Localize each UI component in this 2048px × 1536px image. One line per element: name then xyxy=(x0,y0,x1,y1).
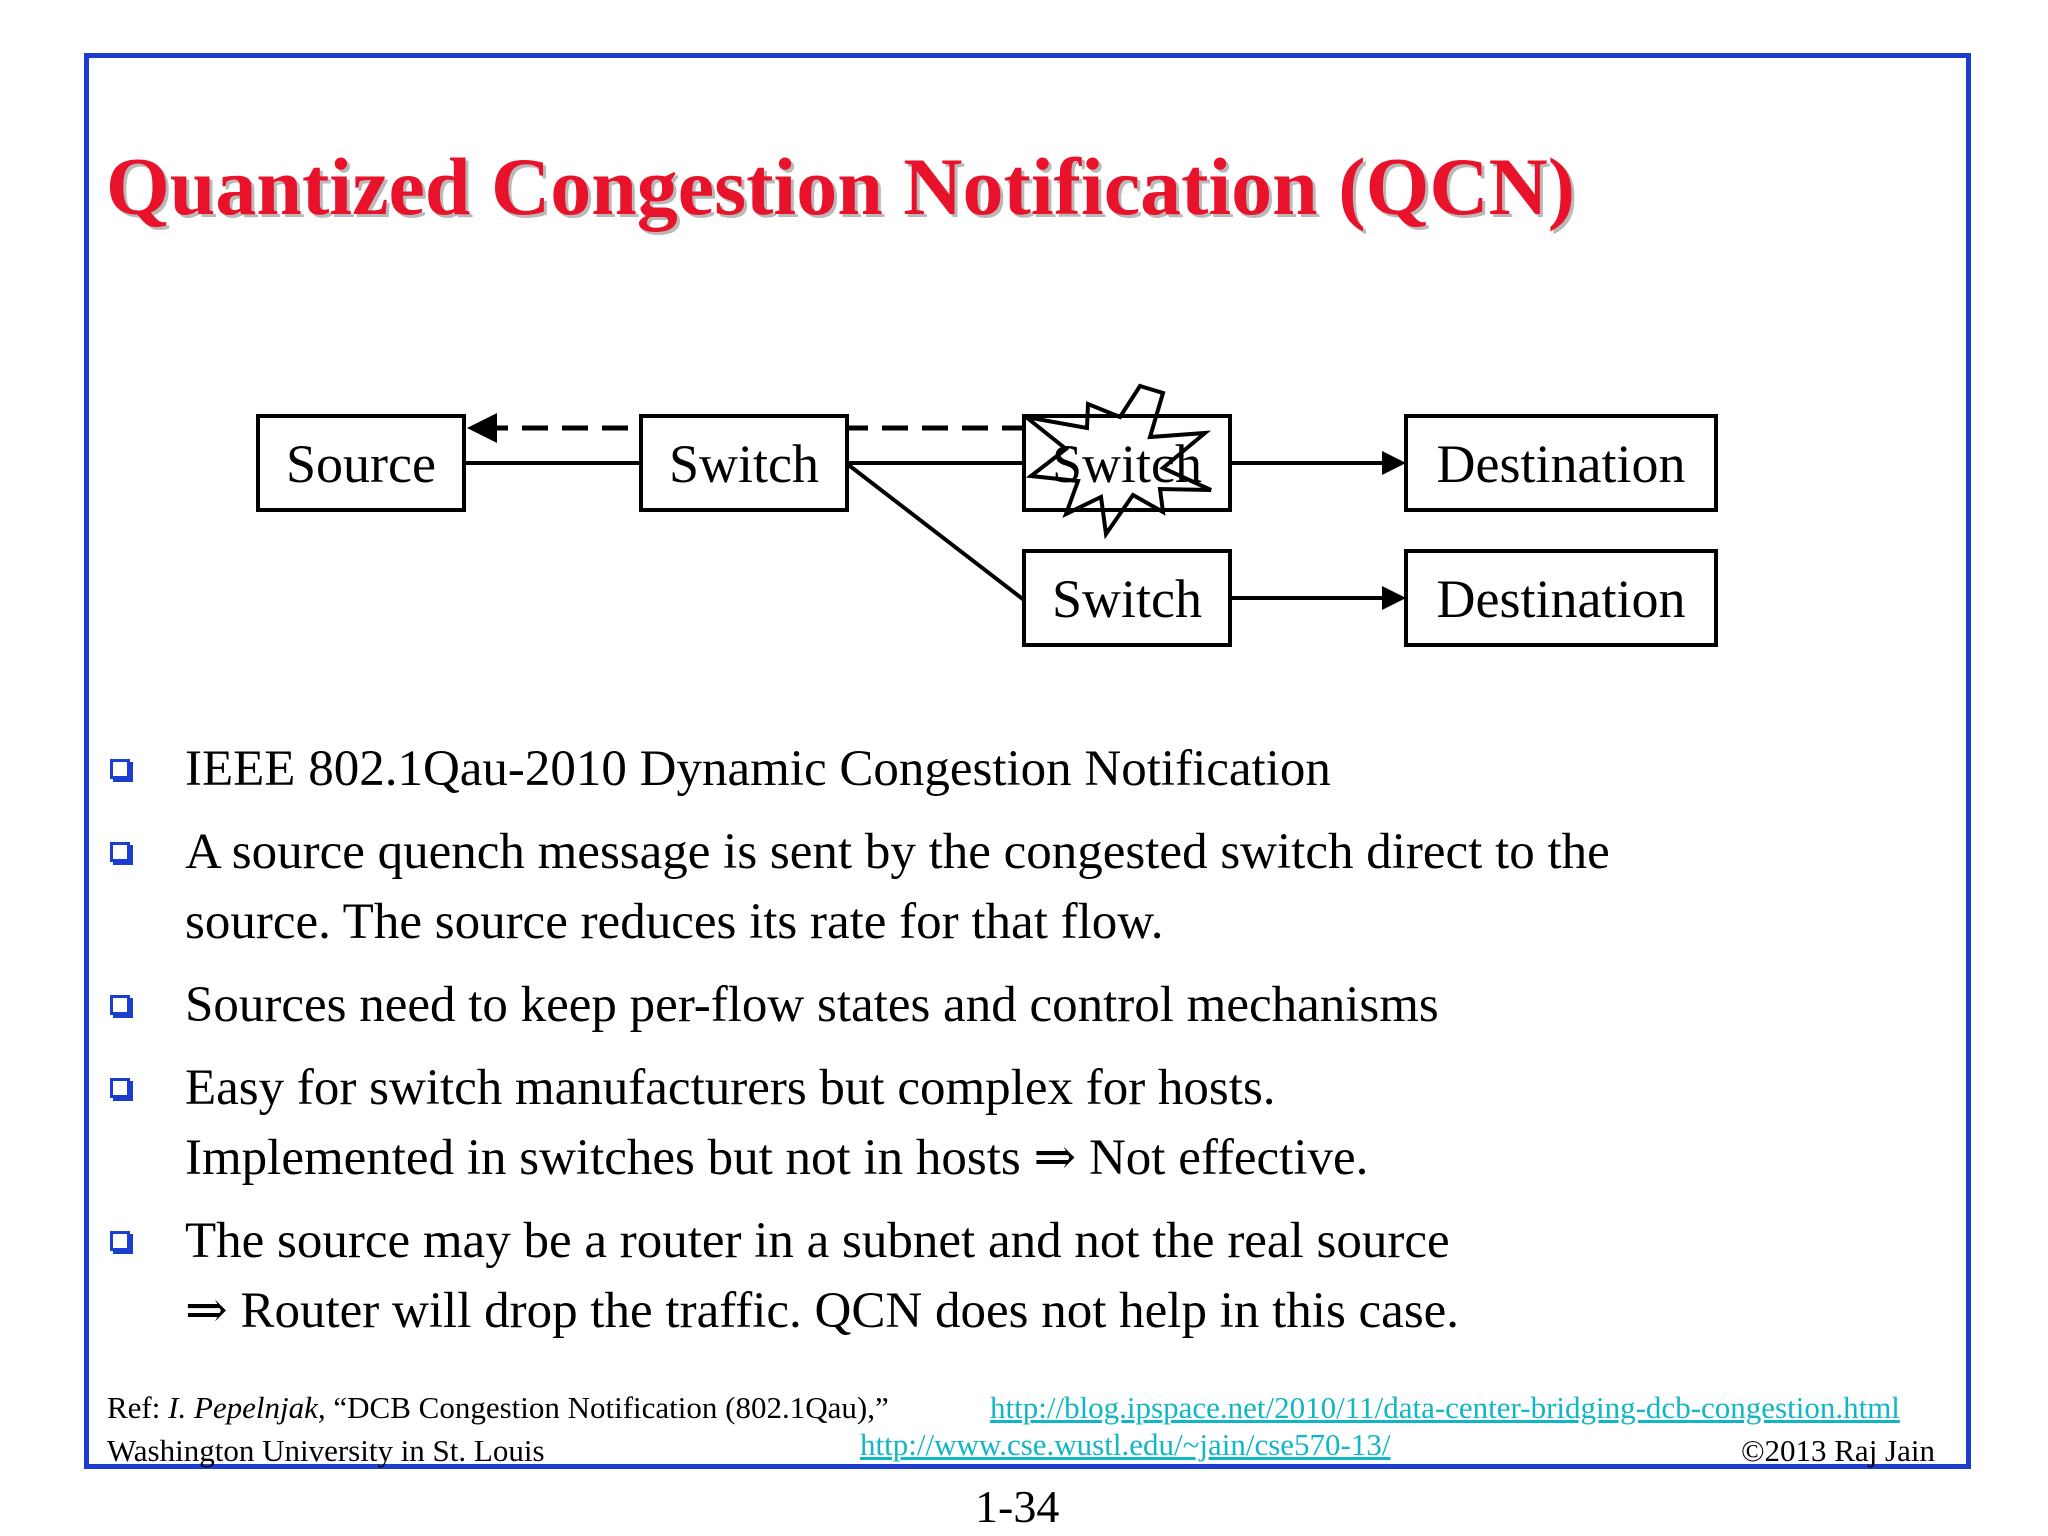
ref-author: I. Pepelnjak, xyxy=(168,1390,326,1425)
bullet-box-icon xyxy=(110,759,130,779)
bullet-text: Implemented in switches but not in hosts ⇒ Not effective. xyxy=(185,1130,1369,1186)
switch2-label: Switch xyxy=(1051,569,1203,629)
bullet-box-icon xyxy=(110,1231,130,1251)
bullet-item xyxy=(110,1053,1950,1193)
bullet-text: The source may be a router in a subnet and not the real source xyxy=(185,1213,1450,1269)
ref-prefix: Ref: xyxy=(107,1390,169,1425)
bullet-item xyxy=(110,817,1950,957)
bullet-box-icon xyxy=(110,1078,130,1098)
bullet-list xyxy=(110,734,1950,1359)
bullet-text: IEEE 802.1Qau-2010 Dynamic Congestion Notification xyxy=(185,741,1331,797)
bullet-text: Sources need to keep per-flow states and control mechanisms xyxy=(185,977,1439,1033)
destination1-label: Destination xyxy=(1436,434,1686,494)
bullet-item xyxy=(110,970,1950,1040)
bullet-item xyxy=(110,1206,1950,1346)
link-switch-lower xyxy=(846,463,1024,600)
reference-citation xyxy=(107,1390,889,1426)
university-label: Washington University in St. Louis xyxy=(107,1433,545,1468)
congested-switch-label: Switch xyxy=(1051,434,1203,494)
slide-title: Quantized Congestion Notification (QCN) xyxy=(106,141,1576,232)
bullet-item xyxy=(110,734,1950,804)
bullet-text: source. The source reduces its rate for that flow. xyxy=(185,894,1164,950)
reference-link[interactable]: http://blog.ipspace.net/2010/11/data-center-bridging-dcb-congestion.html xyxy=(990,1390,1900,1425)
page-number: 1-34 xyxy=(975,1481,1060,1532)
source-label: Source xyxy=(286,434,436,494)
copyright-label: ©2013 Raj Jain xyxy=(1740,1433,1935,1468)
bullet-box-icon xyxy=(110,842,130,862)
bullet-text: A source quench message is sent by the congested switch direct to the xyxy=(185,824,1610,880)
ref-title: “DCB Congestion Notification (802.1Qau),” xyxy=(325,1390,889,1425)
bullet-box-icon xyxy=(110,995,130,1015)
destination2-label: Destination xyxy=(1436,569,1686,629)
switch1-label: Switch xyxy=(668,434,820,494)
bullet-text: Easy for switch manufacturers but complex for hosts. xyxy=(185,1060,1276,1116)
bullet-text: ⇒ Router will drop the traffic. QCN does not help in this case. xyxy=(185,1283,1460,1339)
course-link[interactable]: http://www.cse.wustl.edu/~jain/cse570-13/ xyxy=(860,1427,1391,1462)
